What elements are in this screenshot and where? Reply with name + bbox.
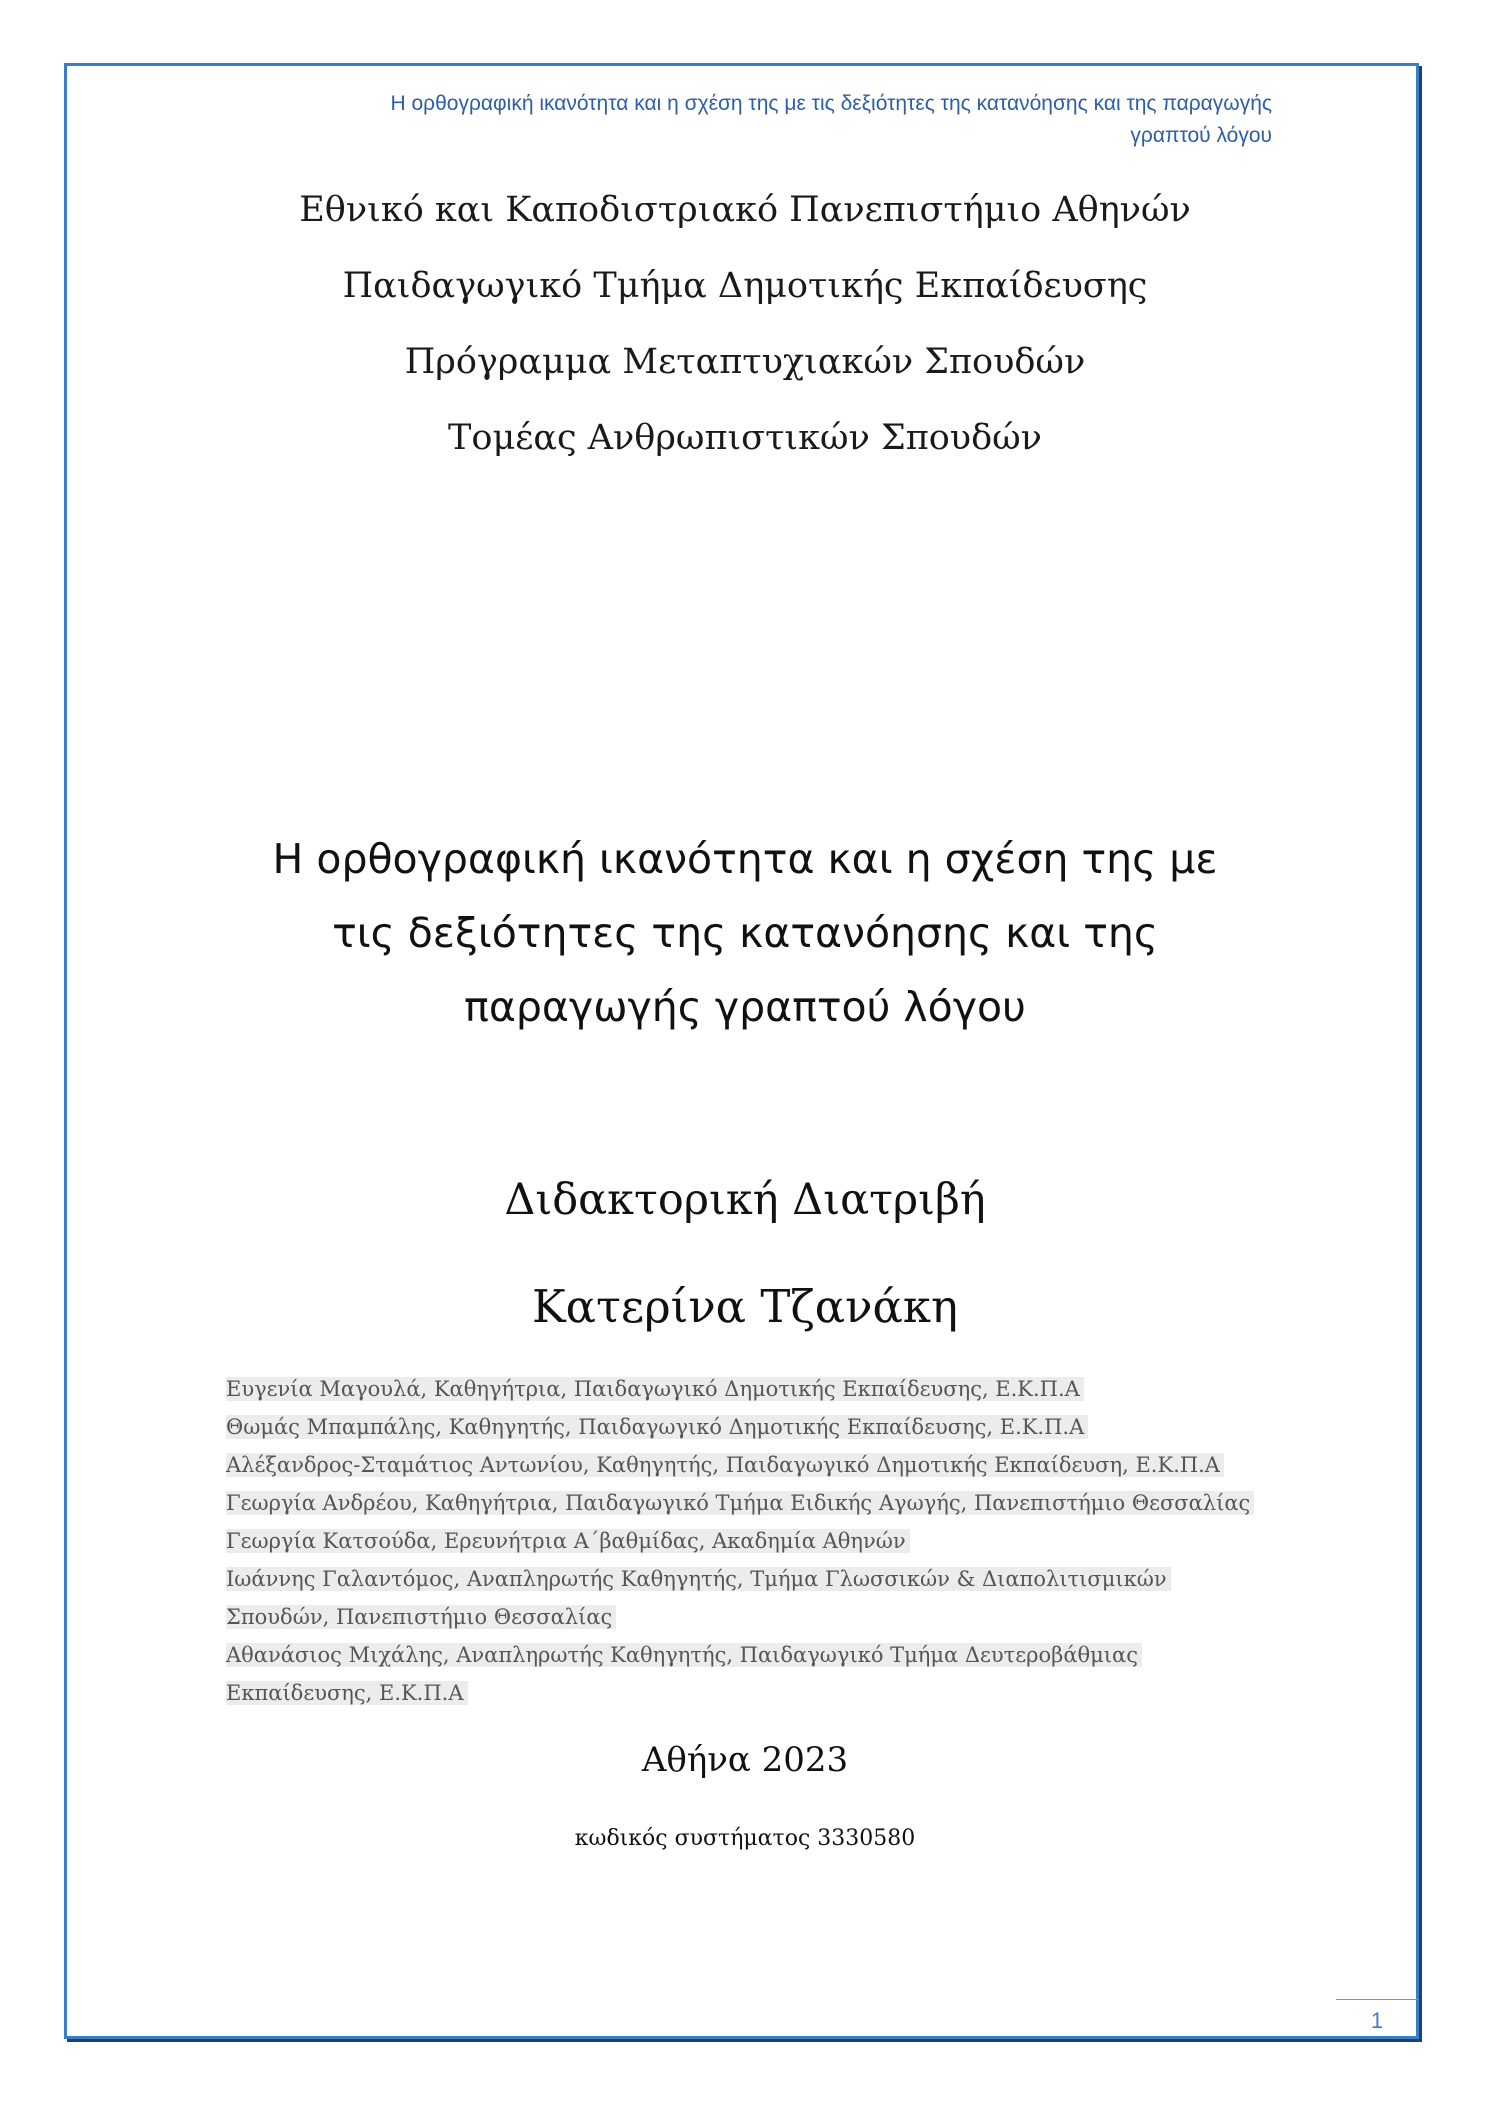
committee-member: Αλέξανδρος-Σταμάτιος Αντωνίου, Καθηγητής, Παιδαγωγικό Δημοτικής Εκπαίδευση, Ε.Κ.Π.Α xyxy=(226,1453,1224,1477)
document-type: Διδακτορική Διατριβή xyxy=(504,1175,986,1225)
thesis-title-line-1: Η ορθογραφική ικανότητα και η σχέση της με xyxy=(272,835,1218,883)
committee-member: Ευγενία Μαγουλά, Καθηγήτρια, Παιδαγωγικό Δημοτικής Εκπαίδευσης, Ε.Κ.Π.Α xyxy=(226,1377,1084,1401)
committee-member: Ιωάννης Γαλαντόμος, Αναπληρωτής Καθηγητής, Τμήμα Γλωσσικών & Διαπολιτισμικών xyxy=(226,1567,1171,1591)
place-year: Αθήνα 2023 xyxy=(641,1740,849,1780)
thesis-title-line-3: παραγωγής γραπτού λόγου xyxy=(464,983,1026,1031)
footer-rule xyxy=(1336,1999,1418,2000)
thesis-title xyxy=(180,822,1310,1044)
university-name: Εθνικό και Καποδιστριακό Πανεπιστήμιο Αθηνών xyxy=(299,190,1191,230)
committee-member: Γεωργία Ανδρέου, Καθηγήτρια, Παιδαγωγικό Τμήμα Ειδικής Αγωγής, Πανεπιστήμιο Θεσσαλίας xyxy=(226,1491,1254,1515)
running-header xyxy=(220,88,1272,152)
committee-member: Γεωργία Κατσούδα, Ερευνήτρια Α΄βαθμίδας, Ακαδημία Αθηνών xyxy=(226,1529,910,1553)
running-header-line-2: γραπτού λόγου xyxy=(1130,124,1272,147)
committee-member: Εκπαίδευσης, Ε.Κ.Π.Α xyxy=(226,1681,468,1705)
committee-member: Σπουδών, Πανεπιστήμιο Θεσσαλίας xyxy=(226,1605,616,1629)
thesis-title-line-2: τις δεξιότητες της κατανόησης και της xyxy=(332,909,1158,957)
sector-name: Τομέας Ανθρωπιστικών Σπουδών xyxy=(448,418,1042,458)
program-name: Πρόγραμμα Μεταπτυχιακών Σπουδών xyxy=(404,342,1086,382)
committee-member: Θωμάς Μπαμπάλης, Καθηγητής, Παιδαγωγικό Δημοτικής Εκπαίδευσης, Ε.Κ.Π.Α xyxy=(226,1415,1088,1439)
running-header-line-1: Η ορθογραφική ικανότητα και η σχέση της με τις δεξιότητες της κατανόησης και της παραγωγής xyxy=(390,92,1272,115)
author-name: Κατερίνα Τζανάκη xyxy=(532,1280,958,1333)
system-code: κωδικός συστήματος 3330580 xyxy=(574,1826,916,1851)
committee-list xyxy=(226,1370,1286,1712)
page-number: 1 xyxy=(1370,2008,1384,2033)
committee-member: Αθανάσιος Μιχάλης, Αναπληρωτής Καθηγητής, Παιδαγωγικό Τμήμα Δευτεροβάθμιας xyxy=(226,1643,1142,1667)
department-name: Παιδαγωγικό Τμήμα Δημοτικής Εκπαίδευσης xyxy=(342,266,1148,306)
